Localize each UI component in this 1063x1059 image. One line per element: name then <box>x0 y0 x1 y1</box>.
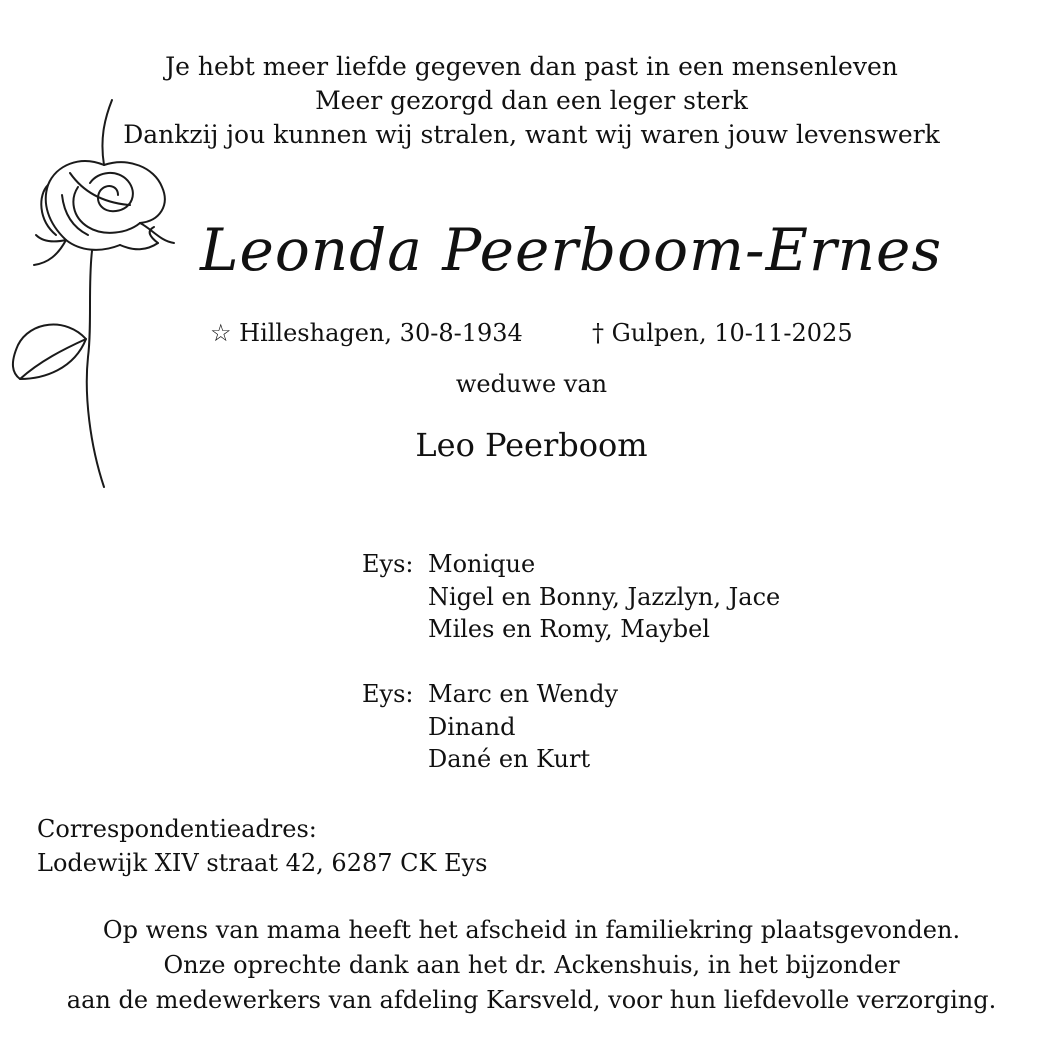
family-member: Nigel en Bonny, Jazzlyn, Jace <box>428 582 781 611</box>
poem <box>0 50 1063 152</box>
closing-text <box>0 913 1063 1018</box>
closing-line: Op wens van mama heeft het afscheid in familiekring plaatsgevonden. <box>102 916 961 944</box>
family-place: Eys: <box>362 550 414 578</box>
family-members <box>428 548 780 646</box>
address-label: Correspondentieadres: <box>37 815 317 843</box>
family-member: Dinand <box>428 712 516 741</box>
family-member: Marc en Wendy <box>428 680 619 708</box>
poem-line: Meer gezorgd dan een leger sterk <box>315 86 748 115</box>
birth-date: ☆ Hilleshagen, 30-8-1934 <box>210 319 523 347</box>
family-members <box>428 678 618 776</box>
closing-line: aan de medewerkers van afdeling Karsveld, voor hun liefdevolle verzorging. <box>66 986 997 1014</box>
widow-label: weduwe van <box>455 370 608 398</box>
poem-line: Je hebt meer liefde gegeven dan past in een mensenleven <box>165 52 898 81</box>
closing-line: Onze oprechte dank aan het dr. Ackenshuis, in het bijzonder <box>163 951 900 979</box>
family-member: Dané en Kurt <box>428 745 591 773</box>
correspondence-address <box>37 812 487 880</box>
spouse-name: Leo Peerboom <box>415 426 648 464</box>
deceased-name: Leonda Peerboom-Ernes <box>200 216 943 284</box>
family-place: Eys: <box>362 680 414 708</box>
family-member: Miles en Romy, Maybel <box>428 615 710 643</box>
family-member: Monique <box>428 550 536 578</box>
poem-line: Dankzij jou kunnen wij stralen, want wij waren jouw levenswerk <box>123 120 940 149</box>
address-value: Lodewijk XIV straat 42, 6287 CK Eys <box>37 849 488 877</box>
death-date: † Gulpen, 10-11-2025 <box>592 319 853 347</box>
